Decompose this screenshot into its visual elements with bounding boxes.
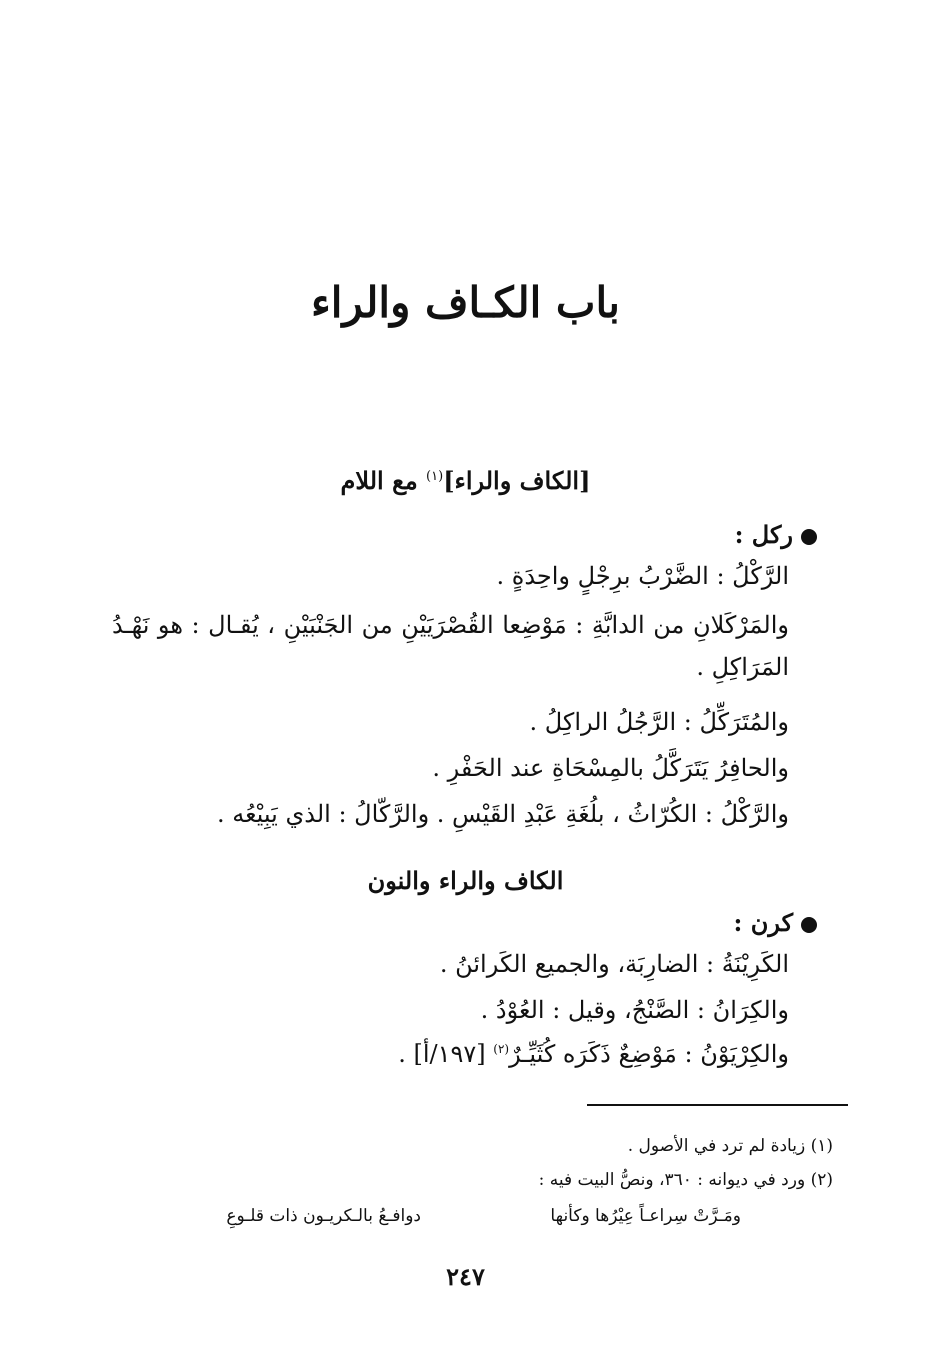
footnote-2: (٢) ورد في ديوانه : ٣٦٠، ونصُّ البيت فيه : [538, 1170, 833, 1190]
root-entry-krn [733, 908, 817, 937]
verse-first-hemistich: ومَـرَّتْ سِراعـاً عِيْرُها وكأنها [550, 1206, 741, 1226]
root-label: كرن : [733, 908, 793, 937]
section-heading-kaf-ra-lam [0, 466, 931, 495]
entry-line: والرَّكْلُ : الكُرّاثُ ، بلُغَةِ عَبْدِ القَيْسِ . والرَّكّالُ : الذي يَبِيْعُه . [216, 800, 789, 828]
entry-line: والحافِرُ يَتَرَكَّلُ بالمِسْحَاةِ عند الحَفْرِ . [432, 754, 789, 782]
folio-reference: [١٩٧/أ] . [398, 1040, 494, 1068]
footnote-ref-1: (١) [426, 469, 444, 484]
root-entry-rkl [735, 520, 817, 549]
footnote-divider [587, 1104, 848, 1106]
entry-line [398, 1040, 789, 1068]
footnote-ref-2: (٢) [493, 1042, 510, 1056]
entry-line: والمَرْكَلانِ من الدابَّةِ : مَوْضِعا القُصْرَيَيْنِ من الجَنْبَيْنِ ، يُقـال : هو نَهْـدُ المَرَاكِلِ . [112, 611, 789, 681]
bullet-icon [801, 917, 817, 933]
page-number: ٢٤٧ [446, 1262, 485, 1291]
verse-second-hemistich: دوافـعُ بالـكريـون ذات قلـوعِ [226, 1206, 421, 1226]
entry-line: والمُتَرَكِّلُ : الرَّجُلُ الراكِلُ . [529, 708, 789, 736]
entry-line: الكَرِيْنَةُ : الضارِبَة، والجميع الكَرائنُ . [439, 950, 789, 978]
footnote-1: (١) زيادة لم ترد في الأصول . [627, 1136, 833, 1156]
entry-line: الرَّكْلُ : الضَّرْبُ برِجْلٍ واحِدَةٍ . [496, 562, 789, 590]
chapter-title: باب الكـاف والراء [311, 278, 620, 327]
section-heading-text-end: مع اللام [340, 466, 427, 495]
section-heading-text-start: [الكاف والراء] [443, 466, 591, 495]
entry-line-text: والكِرْيَوْنُ : مَوْضِعٌ ذَكَرَه كُثَيِّـرٌ [509, 1040, 789, 1068]
root-label: ركل : [734, 520, 793, 549]
section-heading-kaf-ra-nun: الكاف والراء والنون [367, 866, 564, 895]
bullet-icon [801, 529, 817, 545]
entry-line: والكِرَانُ : الصَّنْجُ، وقيل : العُوْدُ . [480, 996, 789, 1024]
